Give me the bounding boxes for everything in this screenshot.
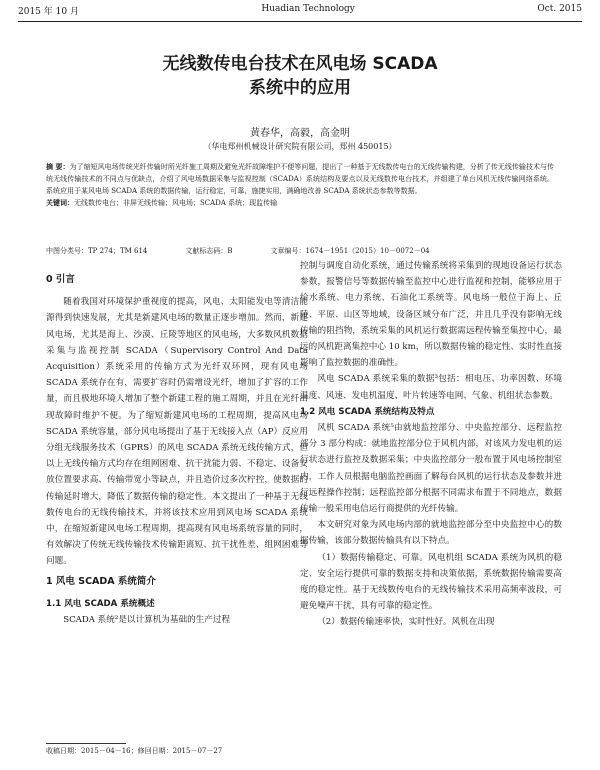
abstract-label: 摘 要：	[46, 163, 70, 171]
keywords-text: 无线数传电台；非屏无线传输；风电场；SCADA 系统；现监传输	[74, 199, 278, 207]
paragraph: 风电 SCADA 系统采集的数据³包括：相电压、功率因数、环境温度、风速、发电机温度、叶片转速等电网、气象、机组状态参数。	[300, 374, 562, 401]
authors: 黄春华，高毅，高金明	[250, 128, 350, 139]
paragraph: 控制与调度自动化系统，通过传输系统将采集到的现地设备运行状态参数，报警信号等数据传输至监控中心进行监视和控制，能够应用于给水系统、电力系统、石油化工系统等。风电场一般位于海上、丘陵、平原、山区等地域，设备区域分布广泛，并且几乎没有影响无线传输的阻挡物，系统采集的风机运行数据需远程传输至集控中心，最远的风机距离集控中心 10 km，所以数据传输的稳定性、实时性直接影响了监控数据的准确性。	[300, 261, 562, 369]
affiliation: （华电郑州机械设计研究院有限公司，郑州 450015）	[203, 142, 397, 151]
subsection-1-1-heading: 1.1 风电 SCADA 系统概述	[46, 598, 155, 609]
title-line-1: 无线数传电台技术在风电场 SCADA	[162, 54, 438, 74]
article-id: 文章编号：1674－1951（2015）10－0072－04	[270, 247, 430, 255]
abstract-text: 为了缩短风电场传统光纤传输时所光纤施工周期及避免光纤故障维护不便等问题，提出了一种基于无线数传电台的无线传输构建，分析了传无线传输技术与传统无线传输技术的不同点与优缺点，介绍了风电场数据采集与监视控制（SCADA）系统结构及要点以及无线数传电台技术，并组建了单台风机无线传输网络系统。系统应用于某风电场 SCADA 系统的数据传输，运行稳定，可靠，施捷实用，满确地改善 SCADA 系统状态参数等数据。	[46, 163, 555, 195]
header-journal: Huadian Technology	[261, 4, 355, 14]
paragraph: SCADA 系统²是以计算机为基础的生产过程	[63, 615, 231, 626]
doc-code: 文献标志码：B	[185, 247, 233, 255]
header-date-en: Oct. 2015	[537, 4, 582, 14]
title-line-2: 系统中的应用	[249, 78, 351, 98]
header-rule	[18, 21, 582, 22]
running-header	[18, 4, 582, 20]
paragraph: （2）数据传输速率快，实时性好。风机在出现	[317, 617, 495, 628]
keywords-label: 关键词：	[46, 199, 74, 207]
classification-row	[46, 246, 554, 256]
header-date: 2015 年 10 月	[18, 7, 79, 17]
footnote-rule	[46, 743, 126, 744]
right-column	[300, 258, 562, 631]
paragraph: 本文研究对象为风电场内部的就地监控部分至中央监控中心的数据传输，该部分数据传输具有以下特点。	[300, 520, 562, 547]
left-column	[46, 268, 308, 628]
abstract	[46, 161, 554, 209]
paragraph: 随着我国对环境保护重视度的提高，风电、太阳能发电等清洁能源得到快速发展，尤其是新建风电场的数量正逐步增加。然而，新建风电场，尤其是海上、沙漠、丘陵等地区的风电场，大多数风机数据采集与监视控制 SCADA（Supervisory Control And Data Acquisition）系统采用的传输方式为光纤双环网，现有风电场 SCADA 系统存在有，需要扩容时仍需增设光纤，增加了扩容的工作量，而且极地环境人增加了整个新建工程的施工周期，并且在光纤出现故障时维护不便。为了缩短新建风电场的工程周期，提高风电场 SCADA 系统容量，部分风电场提出了基于无线接入点（AP）反应用分组无线服务技术（GPRS）的风电 SCADA 系统无线传输方式，但以上无线传输方式均存在组网困难、抗干扰能力弱、不稳定、设备安放位置要求高、传输带宽小等缺点，并且造价过多次柠控，使数据的传输延时增大，降低了数据传输的稳定性。本文提出了一种基于无线数传电台的无线传输技术，并将该技术应用到风电场 SCADA 系统中，在缩短新建风电场工程周期，提高现有风电场系统容量的同时，有效解决了传统无线传输技术传输距离短、抗干扰性差、组网困难等问题。	[46, 297, 308, 567]
paper-title	[0, 52, 600, 100]
subsection-1-2-heading: 1.2 风电 SCADA 系统结构及特点	[300, 406, 435, 417]
paragraph: 风机 SCADA 系统⁵由就地监控部分、中央监控部分、远程监控部分 3 部分构成：就地监控部分位于风机内部，对该风力发电机的运行状态进行监控及数据采集；中央监控部分一般布置于风电场控制室内，工作人员根据电脑监控画面了解每台风机的运行状态及参数并进行远程操作控制；远程监控部分根据不同需求布置于不同地点，数据传输一般采用电信运行商提供的光纤传输。	[300, 423, 562, 515]
section-1-heading: 1 风电 SCADA 系统简介	[46, 575, 156, 587]
paragraph: （1）数据传输稳定、可靠。风电机组 SCADA 系统为风机的稳定、安全运行提供可靠的数据支持和决策依据，系统数据传输需要高度的稳定性。基于无线数传电台的无线传输技术采用高频率波段，可避免噪声干扰，具有可靠的稳定性。	[300, 552, 562, 612]
section-intro-heading: 0 引言	[46, 274, 75, 285]
received-date-footnote: 收稿日期：2015－04－16；修回日期：2015－07－27	[46, 747, 223, 755]
class-number: 中图分类号：TP 274；TM 614	[46, 247, 148, 255]
